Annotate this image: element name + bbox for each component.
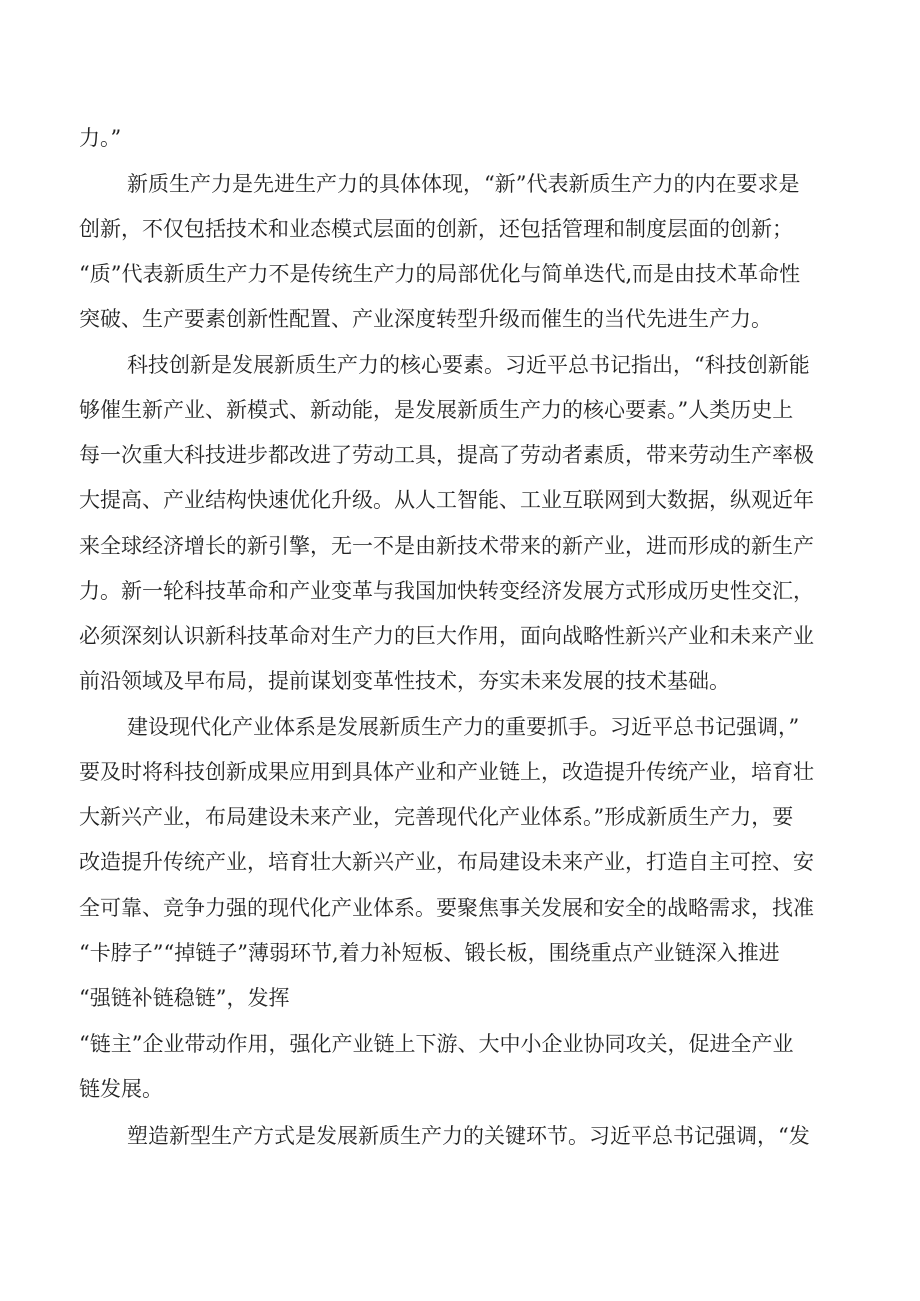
text-line: 力。”	[79, 126, 122, 150]
text-line: 建设现代化产业体系是发展新质生产力的重要抓手。习近平总书记强调，”	[127, 715, 800, 739]
text-line: 塑造新型生产方式是发展新质生产力的关键环节。习近平总书记强调，“发	[127, 1124, 810, 1148]
text-line: 大提高、产业结构快速优化升级。从人工智能、工业互联网到大数据，纵观近年	[79, 488, 814, 512]
text-line: “强链补链稳链”，发挥	[79, 986, 290, 1010]
text-line: 力。新一轮科技革命和产业变革与我国加快转变经济发展方式形成历史性交汇，	[79, 579, 814, 603]
text-line: 大新兴产业，布局建设未来产业，完善现代化产业体系。”形成新质生产力，要	[79, 805, 794, 829]
text-line: 突破、生产要素创新性配置、产业深度转型升级而催生的当代先进生产力。	[79, 307, 772, 331]
text-line: 必须深刻认识新科技革命对生产力的巨大作用，面向战略性新兴产业和未来产业	[79, 624, 814, 648]
text-line: 前沿领域及早布局，提前谋划变革性技术，夯实未来发展的技术基础。	[79, 669, 730, 693]
text-line: “质”代表新质生产力不是传统生产力的局部优化与简单迭代,而是由技术革命性	[79, 262, 801, 286]
text-line: 链发展。	[79, 1077, 163, 1101]
text-line: 科技创新是发展新质生产力的核心要素。习近平总书记指出，“科技创新能	[127, 353, 810, 377]
text-line: “卡脖子”“掉链子”薄弱环节,着力补短板、锻长板，围绕重点产业链深入推进	[79, 941, 780, 965]
text-line: 每一次重大科技进步都改进了劳动工具，提高了劳动者素质，带来劳动生产率极	[79, 443, 814, 467]
text-line: 改造提升传统产业，培育壮大新兴产业，布局建设未来产业，打造自主可控、安	[79, 850, 814, 874]
text-line: 新质生产力是先进生产力的具体体现，“新”代表新质生产力的内在要求是	[127, 172, 800, 196]
text-line: 够催生新产业、新模式、新动能，是发展新质生产力的核心要素。”人类历史上	[79, 398, 794, 422]
text-line: 创新，不仅包括技术和业态模式层面的创新，还包括管理和制度层面的创新；	[79, 217, 793, 241]
text-line: “链主”企业带动作用，强化产业链上下游、大中小企业协同攻关，促进全产业	[79, 1032, 794, 1056]
text-line: 来全球经济增长的新引擎，无一不是由新技术带来的新产业，进而形成的新生产	[79, 534, 814, 558]
text-line: 要及时将科技创新成果应用到具体产业和产业链上，改造提升传统产业，培育壮	[79, 760, 814, 784]
text-line: 全可靠、竞争力强的现代化产业体系。要聚焦事关发展和安全的战略需求，找准	[79, 896, 814, 920]
